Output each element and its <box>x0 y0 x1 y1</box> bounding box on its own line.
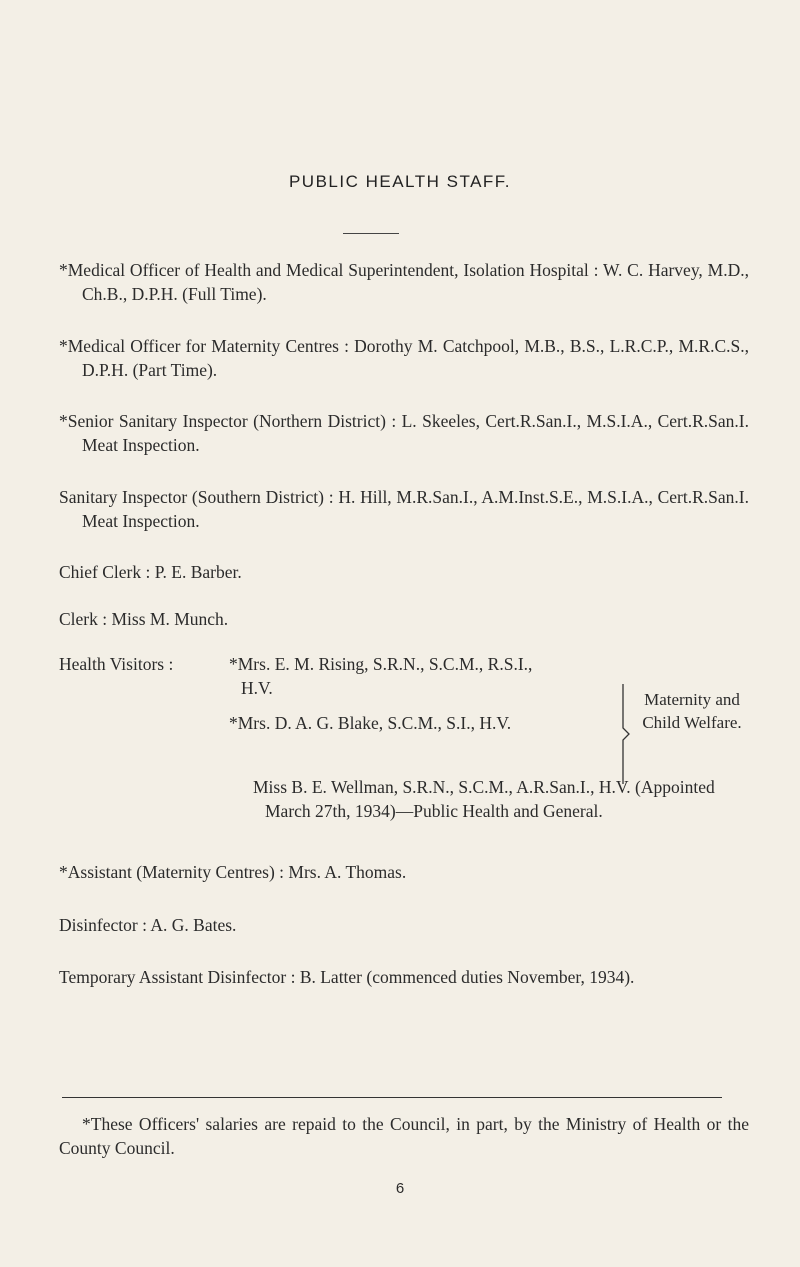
brace-icon <box>621 680 631 788</box>
entry-medical-officer: *Medical Officer of Health and Medical Superintendent, Isolation Hospital : W. C. Harvey, M.D., Ch.B., D.P.H. (Full Time). <box>59 260 749 304</box>
entry-assistant-maternity: *Assistant (Maternity Centres) : Mrs. A. Thomas. <box>59 862 407 882</box>
entry-clerk: Clerk : Miss M. Munch. <box>59 609 229 629</box>
entry-temporary-disinfector: Temporary Assistant Disinfector : B. Latter (commenced duties November, 1934). <box>59 967 635 987</box>
health-visitor-rising: *Mrs. E. M. Rising, S.R.N., S.C.M., R.S.I., H.V. <box>229 654 533 698</box>
footnote: *These Officers' salaries are repaid to the Council, in part, by the Ministry of Health or the County Council. <box>59 1114 749 1158</box>
entry-maternity-officer: *Medical Officer for Maternity Centres : Dorothy M. Catchpool, M.B., B.S., L.R.C.P., M.R.C.S., D.P.H. (Part Time). <box>59 336 749 380</box>
footnote-divider <box>62 1097 722 1098</box>
entry-disinfector: Disinfector : A. G. Bates. <box>59 915 237 935</box>
page-number: 6 <box>395 1180 405 1197</box>
page-title: PUBLIC HEALTH STAFF. <box>288 172 512 191</box>
entry-chief-clerk: Chief Clerk : P. E. Barber. <box>59 562 242 582</box>
entry-senior-inspector: *Senior Sanitary Inspector (Northern District) : L. Skeeles, Cert.R.San.I., M.S.I.A., Cert.R.San.I. Meat Inspection. <box>59 411 749 455</box>
health-visitor-blake: *Mrs. D. A. G. Blake, S.C.M., S.I., H.V. <box>229 713 512 733</box>
health-visitors-label: Health Visitors : <box>59 654 174 674</box>
maternity-welfare-note: Maternity and Child Welfare. <box>642 690 742 732</box>
health-visitor-wellman: Miss B. E. Wellman, S.R.N., S.C.M., A.R.San.I., H.V. (Appointed March 27th, 1934)—Public Health and General. <box>253 777 715 821</box>
title-divider <box>343 233 399 234</box>
entry-sanitary-inspector: Sanitary Inspector (Southern District) : H. Hill, M.R.San.I., A.M.Inst.S.E., M.S.I.A., Cert.R.San.I. Meat Inspection. <box>59 487 749 531</box>
